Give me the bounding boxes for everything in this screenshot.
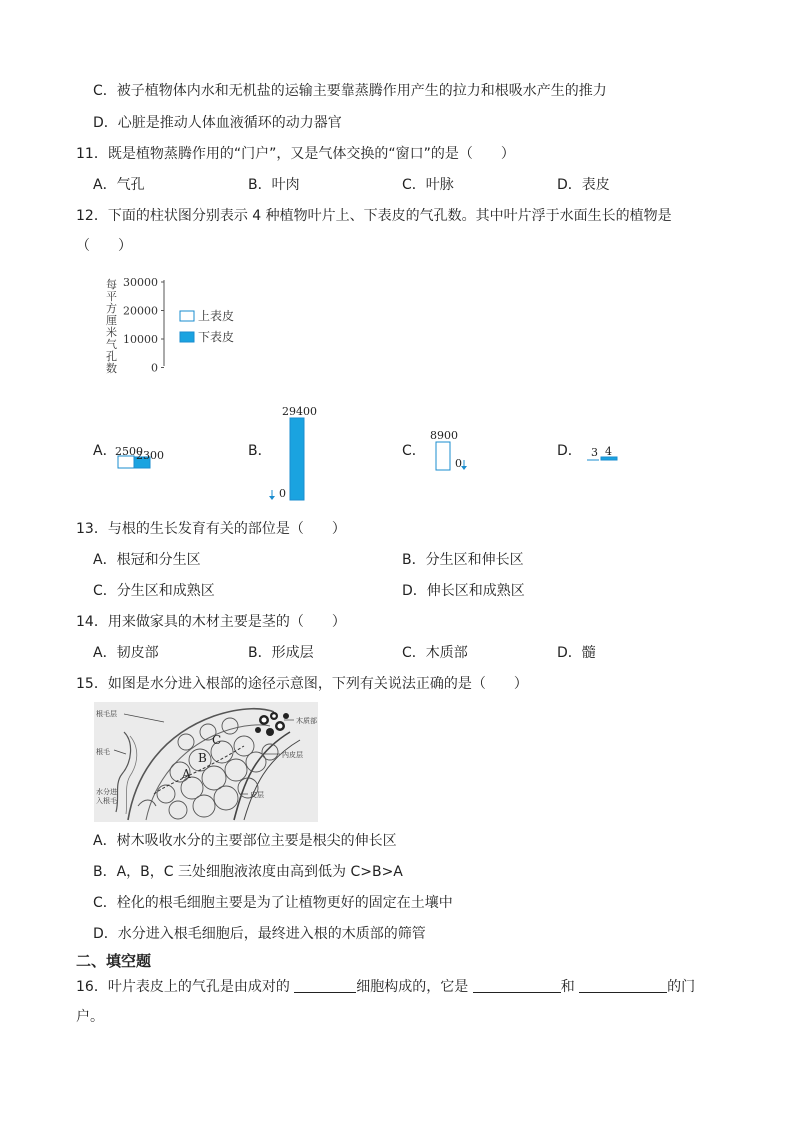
q12-option-a: A． [93,443,117,459]
q12-chart-d [583,440,633,466]
q14-stem: 14．用来做家具的木材主要是茎的（ ） [76,614,346,630]
q11-option-d: D．表皮 [557,177,610,193]
q15-option-c: C．栓化的根毛细胞主要是为了让植物更好的固定在土壤中 [93,895,453,911]
q12-option-d: D． [557,443,582,459]
q12-stem-continued: （ ） [76,238,132,254]
q11-option-b: B．叶肉 [248,177,300,193]
q16-text-3: 和 [560,979,580,995]
q15-option-d: D．水分进入根毛细胞后，最终进入根的木质部的筛管 [93,926,426,942]
label-xylem: 木质部 [296,717,317,725]
q13-option-c: C．分生区和成熟区 [93,583,215,599]
q14-option-b: B．形成层 [248,645,314,661]
q10-option-c: C．被子植物体内水和无机盐的运输主要靠蒸腾作用产生的拉力和根吸水产生的推力 [93,83,607,99]
q10-option-d: D．心脏是推动人体血液循环的动力器官 [93,115,342,131]
q16-text-1: 16．叶片表皮上的气孔是由成对的 [76,979,295,995]
q12-chart-c [428,426,478,476]
q12-stem: 12．下面的柱状图分别表示 4 种植物叶片上、下表皮的气孔数。其中叶片浮于水面生长的植物是 [76,208,672,224]
q12-option-b: B． [248,443,272,459]
q11-option-c: C．叶脉 [402,177,454,193]
q12-chart-a [112,436,172,476]
label-d-lower: 4 [605,445,612,458]
q13-option-b: B．分生区和伸长区 [402,552,524,568]
q16-stem-continued: 户。 [76,1009,104,1025]
label-c: C [212,733,222,747]
q14-option-d: D．髓 [557,645,596,661]
label-water-in-1: 水分进 [96,788,117,796]
q11-option-a: A．气孔 [93,177,145,193]
q12-option-c: C． [402,443,426,459]
y-tick-label: 30000 [123,276,158,289]
label-root-hair: 根毛 [96,748,110,756]
y-tick-label: 10000 [123,333,158,346]
q16-blank-1[interactable] [294,978,356,993]
y-axis-label: 每平方厘米气孔数 [106,278,117,375]
q16-stem [76,977,695,997]
q14-option-c: C．木质部 [402,645,468,661]
arrow-b [269,496,275,500]
label-b-upper: 0 [279,487,286,500]
bar-c-upper [436,442,450,470]
bar-b-lower [290,418,304,500]
label-water-in-2: 入根毛 [96,797,117,805]
q13-option-d: D．伸长区和成熟区 [402,583,525,599]
q16-blank-3[interactable] [579,978,667,993]
q14-option-a: A．韧皮部 [93,645,159,661]
q16-text-4: 的门 [667,979,696,995]
y-tick-label: 0 [151,361,158,375]
q16-blank-2[interactable] [473,978,561,993]
legend-label-lower: 下表皮 [198,330,235,344]
y-tick-label: 20000 [123,304,158,318]
legend-swatch-upper [180,311,194,321]
label-b-lower: 29400 [282,405,317,418]
label-root-hair-layer: 根毛层 [96,710,117,718]
q13-stem: 13．与根的生长发育有关的部位是（ ） [76,521,346,537]
q16-text-2: 细胞构成的，它是 [356,979,473,995]
section-heading: 二、填空题 [76,952,152,970]
q15-stem: 15．如图是水分进入根部的途径示意图，下列有关说法正确的是（ ） [76,676,528,692]
q13-option-a: A．根冠和分生区 [93,552,201,568]
label-c-upper: 8900 [430,429,458,442]
q11-stem: 11．既是植物蒸腾作用的“门户”，又是气体交换的“窗口”的是（ ） [76,146,515,162]
q12-legend-chart [100,270,260,382]
label-b: B [198,751,207,765]
label-a-upper: 2500 [115,445,143,458]
q15-option-b: B．A，B，C 三处细胞液浓度由高到低为 C>B>A [93,864,403,880]
legend-swatch-lower [180,332,194,342]
label-a-lower: 2300 [136,448,164,462]
legend-label-upper: 上表皮 [198,309,235,323]
q15-root-figure [94,702,318,822]
q12-chart-b [266,402,326,506]
label-endodermis: 内皮层 [282,751,303,759]
label-c-lower: 0 [455,457,462,470]
label-cortex: 皮层 [250,791,264,799]
q15-option-a: A．树木吸收水分的主要部位主要是根尖的伸长区 [93,833,397,849]
label-d-upper: 3 [591,446,598,459]
label-a: A [182,767,191,781]
